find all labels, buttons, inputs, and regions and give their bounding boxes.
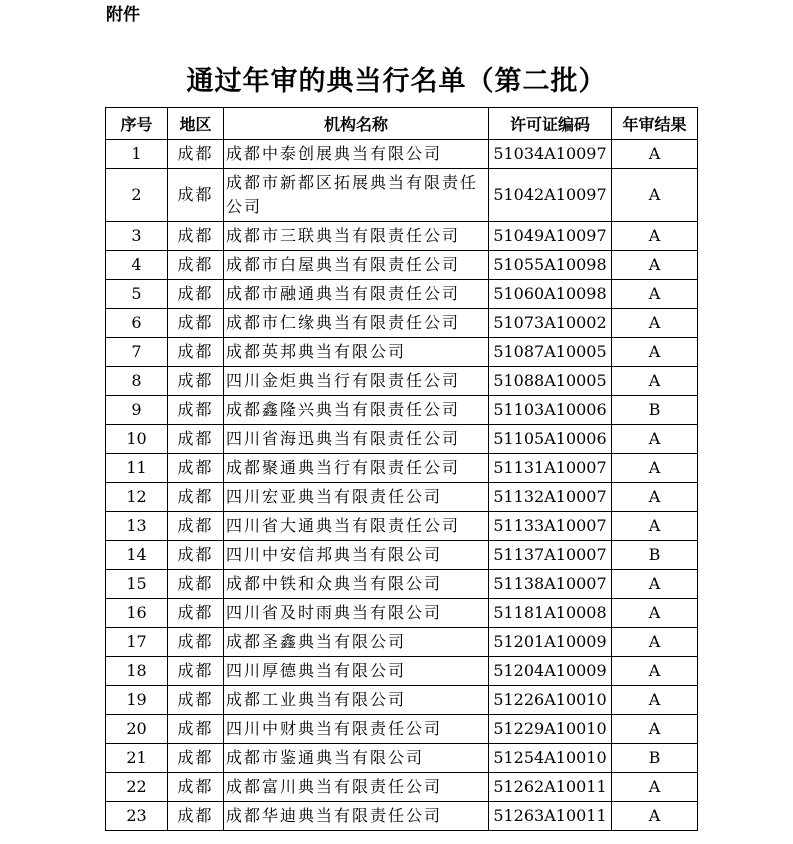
cell-license-code: 51049A10097 (489, 222, 612, 251)
cell-license-code: 51034A10097 (489, 140, 612, 169)
cell-review-result: A (612, 169, 698, 222)
cell-review-result: A (612, 309, 698, 338)
cell-license-code: 51138A10007 (489, 570, 612, 599)
cell-seq: 21 (106, 744, 168, 773)
cell-seq: 6 (106, 309, 168, 338)
cell-region: 成都 (168, 483, 224, 512)
cell-seq: 14 (106, 541, 168, 570)
cell-institution-name: 四川中安信邦典当有限公司 (224, 541, 489, 570)
cell-license-code: 51201A10009 (489, 628, 612, 657)
cell-region: 成都 (168, 570, 224, 599)
table-row (106, 280, 698, 309)
pawnshop-table (105, 107, 698, 831)
column-header-license: 许可证编码 (489, 108, 612, 140)
table-header (106, 108, 698, 140)
cell-seq: 2 (106, 169, 168, 222)
cell-review-result: A (612, 280, 698, 309)
cell-license-code: 51254A10010 (489, 744, 612, 773)
cell-seq: 11 (106, 454, 168, 483)
table-row (106, 570, 698, 599)
cell-institution-name: 四川省及时雨典当有限公司 (224, 599, 489, 628)
cell-seq: 20 (106, 715, 168, 744)
cell-seq: 19 (106, 686, 168, 715)
cell-license-code: 51229A10010 (489, 715, 612, 744)
cell-license-code: 51055A10098 (489, 251, 612, 280)
cell-region: 成都 (168, 686, 224, 715)
cell-seq: 12 (106, 483, 168, 512)
cell-institution-name: 成都工业典当有限公司 (224, 686, 489, 715)
cell-seq: 3 (106, 222, 168, 251)
table-body (106, 140, 698, 831)
cell-institution-name: 成都圣鑫典当有限公司 (224, 628, 489, 657)
column-header-region: 地区 (168, 108, 224, 140)
cell-review-result: A (612, 454, 698, 483)
cell-license-code: 51105A10006 (489, 425, 612, 454)
cell-region: 成都 (168, 715, 224, 744)
cell-license-code: 51103A10006 (489, 396, 612, 425)
table-row (106, 773, 698, 802)
cell-region: 成都 (168, 309, 224, 338)
cell-seq: 7 (106, 338, 168, 367)
cell-seq: 15 (106, 570, 168, 599)
table-row (106, 715, 698, 744)
cell-region: 成都 (168, 140, 224, 169)
table-row (106, 425, 698, 454)
cell-license-code: 51133A10007 (489, 512, 612, 541)
cell-review-result: A (612, 512, 698, 541)
cell-institution-name: 成都市新都区拓展典当有限责任公司 (224, 169, 489, 222)
cell-review-result: A (612, 570, 698, 599)
cell-institution-name: 成都聚通典当行有限责任公司 (224, 454, 489, 483)
table-row (106, 367, 698, 396)
table-row (106, 599, 698, 628)
cell-region: 成都 (168, 222, 224, 251)
cell-region: 成都 (168, 628, 224, 657)
cell-license-code: 51131A10007 (489, 454, 612, 483)
cell-license-code: 51087A10005 (489, 338, 612, 367)
column-header-result: 年审结果 (612, 108, 698, 140)
cell-review-result: A (612, 483, 698, 512)
cell-seq: 18 (106, 657, 168, 686)
cell-region: 成都 (168, 338, 224, 367)
cell-license-code: 51073A10002 (489, 309, 612, 338)
cell-region: 成都 (168, 251, 224, 280)
cell-review-result: A (612, 657, 698, 686)
cell-license-code: 51137A10007 (489, 541, 612, 570)
cell-review-result: A (612, 802, 698, 831)
cell-region: 成都 (168, 512, 224, 541)
cell-license-code: 51181A10008 (489, 599, 612, 628)
cell-review-result: A (612, 251, 698, 280)
cell-institution-name: 成都英邦典当有限公司 (224, 338, 489, 367)
cell-institution-name: 成都市鉴通典当有限公司 (224, 744, 489, 773)
table-row (106, 454, 698, 483)
cell-region: 成都 (168, 802, 224, 831)
table-row (106, 396, 698, 425)
cell-review-result: A (612, 140, 698, 169)
cell-institution-name: 四川中财典当有限责任公司 (224, 715, 489, 744)
cell-review-result: A (612, 773, 698, 802)
cell-region: 成都 (168, 396, 224, 425)
cell-region: 成都 (168, 425, 224, 454)
cell-region: 成都 (168, 169, 224, 222)
cell-seq: 5 (106, 280, 168, 309)
cell-review-result: A (612, 367, 698, 396)
cell-region: 成都 (168, 280, 224, 309)
cell-license-code: 51088A10005 (489, 367, 612, 396)
cell-region: 成都 (168, 454, 224, 483)
table-row (106, 512, 698, 541)
cell-seq: 17 (106, 628, 168, 657)
cell-region: 成都 (168, 773, 224, 802)
cell-seq: 23 (106, 802, 168, 831)
cell-seq: 10 (106, 425, 168, 454)
table-row (106, 628, 698, 657)
cell-institution-name: 成都市融通典当有限责任公司 (224, 280, 489, 309)
cell-review-result: B (612, 396, 698, 425)
table-row (106, 744, 698, 773)
cell-region: 成都 (168, 599, 224, 628)
attachment-label: 附件 (106, 5, 140, 25)
cell-institution-name: 四川厚德典当有限公司 (224, 657, 489, 686)
cell-review-result: A (612, 599, 698, 628)
cell-seq: 22 (106, 773, 168, 802)
cell-institution-name: 成都中铁和众典当有限公司 (224, 570, 489, 599)
cell-seq: 16 (106, 599, 168, 628)
cell-institution-name: 成都华迪典当有限责任公司 (224, 802, 489, 831)
cell-review-result: A (612, 338, 698, 367)
cell-seq: 8 (106, 367, 168, 396)
column-header-seq: 序号 (106, 108, 168, 140)
cell-institution-name: 成都市仁缘典当有限责任公司 (224, 309, 489, 338)
column-header-name: 机构名称 (224, 108, 489, 140)
cell-review-result: A (612, 686, 698, 715)
cell-region: 成都 (168, 657, 224, 686)
cell-seq: 4 (106, 251, 168, 280)
cell-region: 成都 (168, 541, 224, 570)
cell-institution-name: 四川金炬典当行有限责任公司 (224, 367, 489, 396)
table-row (106, 309, 698, 338)
cell-region: 成都 (168, 367, 224, 396)
cell-review-result: A (612, 222, 698, 251)
cell-review-result: A (612, 425, 698, 454)
cell-institution-name: 四川宏亚典当有限责任公司 (224, 483, 489, 512)
table-row (106, 657, 698, 686)
table-row (106, 140, 698, 169)
cell-license-code: 51042A10097 (489, 169, 612, 222)
cell-institution-name: 成都市三联典当有限责任公司 (224, 222, 489, 251)
cell-institution-name: 四川省海迅典当有限责任公司 (224, 425, 489, 454)
cell-seq: 13 (106, 512, 168, 541)
table-row (106, 483, 698, 512)
cell-license-code: 51263A10011 (489, 802, 612, 831)
cell-license-code: 51226A10010 (489, 686, 612, 715)
cell-review-result: B (612, 541, 698, 570)
page-title: 通过年审的典当行名单（第二批） (186, 66, 607, 97)
table-row (106, 169, 698, 222)
cell-review-result: A (612, 628, 698, 657)
cell-license-code: 51132A10007 (489, 483, 612, 512)
cell-license-code: 51060A10098 (489, 280, 612, 309)
cell-institution-name: 成都富川典当有限责任公司 (224, 773, 489, 802)
table-row (106, 222, 698, 251)
cell-review-result: B (612, 744, 698, 773)
cell-license-code: 51204A10009 (489, 657, 612, 686)
cell-institution-name: 成都市白屋典当有限责任公司 (224, 251, 489, 280)
cell-institution-name: 成都中泰创展典当有限公司 (224, 140, 489, 169)
cell-license-code: 51262A10011 (489, 773, 612, 802)
cell-seq: 1 (106, 140, 168, 169)
cell-seq: 9 (106, 396, 168, 425)
cell-region: 成都 (168, 744, 224, 773)
table-row (106, 686, 698, 715)
cell-review-result: A (612, 715, 698, 744)
header-row (106, 108, 698, 140)
cell-institution-name: 四川省大通典当有限责任公司 (224, 512, 489, 541)
table-row (106, 338, 698, 367)
table-row (106, 251, 698, 280)
table-row (106, 541, 698, 570)
cell-institution-name: 成都鑫隆兴典当有限责任公司 (224, 396, 489, 425)
table-row (106, 802, 698, 831)
